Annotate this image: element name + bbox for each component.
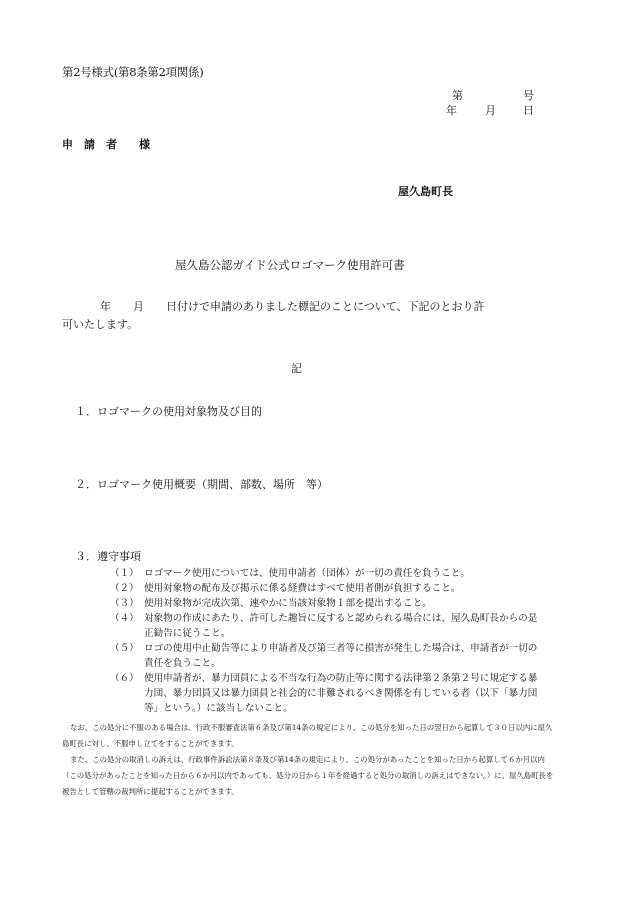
applicant-line: 申 請 者 様 [62, 138, 150, 151]
rule-number: （２） [110, 583, 139, 594]
rule-text: 対象物の作成にあたり、許可した趣旨に反すると認められる場合には、屋久島町長からの是正勧告に従うこと。 [144, 613, 538, 639]
section-2-heading: ２．ロゴマーク使用概要（期間、部数、場所 等） [75, 478, 328, 491]
number-dai: 第 [452, 89, 463, 102]
rule-text: ロゴの使用中止勧告等により申請者及び第三者等に損害が発生した場合は、申請者が一切の責任を負うこと。 [144, 643, 538, 669]
issuer-name: 屋久島町長 [398, 185, 453, 198]
rule-text: 使用申請者が、暴力団員による不当な行為の防止等に関する法律第２条第２号に規定する暴力団、暴力団員又は暴力団員と社会的に非難されるべき関係を有している者（以下「暴力団等」という。）に該当しないこと。 [144, 673, 538, 714]
rule-number: （１） [110, 568, 139, 579]
rule-number: （６） [110, 673, 139, 684]
rule-item [110, 641, 542, 671]
rule-number: （４） [110, 613, 139, 624]
intro-line-1: 年 月 日付けで申請のありました標記のことについて、下記のとおり許 [100, 300, 485, 313]
date-month: 月 [485, 104, 496, 117]
document-title: 屋久島公認ガイド公式ロゴマーク使用許可書 [175, 258, 405, 272]
rule-text: 使用対象物が完成次第、速やかに当該対象物１部を提出すること。 [144, 598, 432, 609]
date-year: 年 [446, 104, 457, 117]
rule-item [110, 611, 542, 641]
rule-text: ロゴマーク使用については、使用申請者（団体）が一切の責任を負うこと。 [144, 568, 470, 579]
intro-paragraph [62, 298, 542, 334]
rule-item [110, 581, 542, 596]
ki-heading: 記 [291, 362, 302, 375]
rule-item [110, 596, 542, 611]
rule-text: 使用対象物の配布及び掲示に係る経費はすべて使用者側が負担すること。 [144, 583, 461, 594]
date-day: 日 [523, 104, 534, 117]
rule-number: （５） [110, 643, 139, 654]
section-3-heading: ３．遵守事項 [75, 550, 141, 563]
rules-list [110, 566, 542, 716]
intro-line-2: 可いたします。 [62, 318, 139, 331]
number-gou: 号 [523, 89, 534, 102]
rule-item [110, 671, 542, 716]
rule-item [110, 566, 542, 581]
form-label: 第2号様式(第8条第2項関係) [62, 65, 204, 79]
appeal-note-lawsuit: また、この処分の取消しの訴えは、行政事件訴訟法第８条及び第14条の規定により、この処分があったことを知った日から起算して６か月以内（この処分があったことを知った日から６か月以内であっても、処分の日から１年を経過すると処分の取消しの訴えはできない。）に、屋久島町長を被告として管轄の裁判所に提起することができます。 [62, 755, 554, 796]
appeal-note-objection: なお、この処分に不服のある場合は、行政不服審査法第６条及び第14条の規定により、この処分を知った日の翌日から起算して３０日以内に屋久島町長に対し、不服申し立てをすることができます。 [62, 723, 553, 748]
section-1-heading: １．ロゴマークの使用対象物及び目的 [75, 405, 262, 418]
rule-number: （３） [110, 598, 139, 609]
appeal-notes [62, 720, 556, 800]
